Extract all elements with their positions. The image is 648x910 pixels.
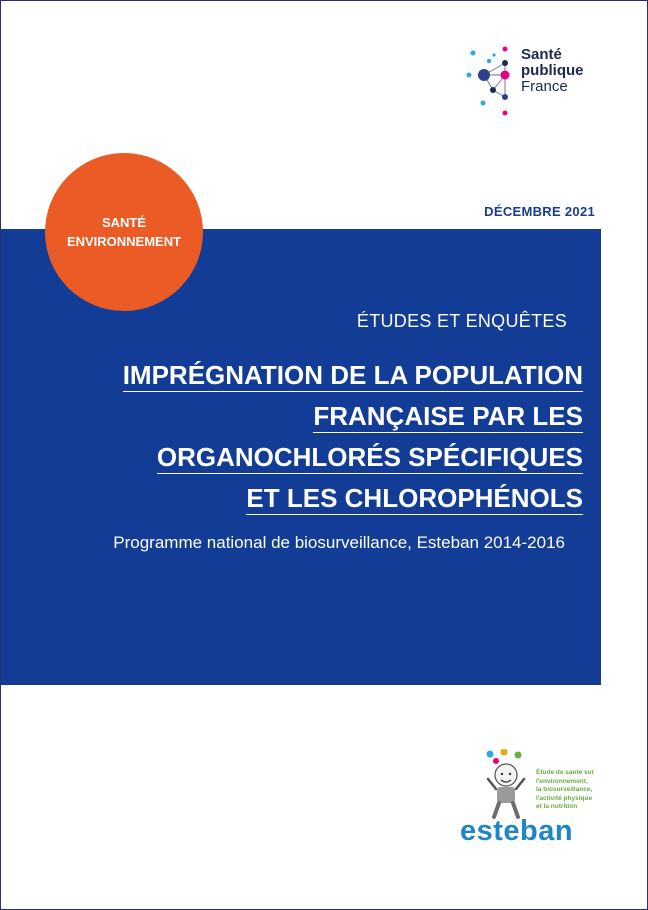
esteban-desc-line-4: l'activité physique [536,794,593,802]
publication-date: DÉCEMBRE 2021 [484,204,595,219]
esteban-logo [456,749,606,849]
esteban-desc-line-1: Étude de santé sur [536,769,595,776]
publisher-line-1: Santé [521,46,562,63]
esteban-desc-line-5: et la nutrition [536,803,578,810]
title-line-2: FRANÇAISE PAR LES [313,401,583,431]
publisher-line-2: publique [521,62,584,79]
publisher-line-3: France [521,78,568,95]
sante-publique-france-logo [464,41,614,121]
report-subtitle: Programme national de biosurveillance, Esteban 2014-2016 [113,533,565,552]
title-line-4: ET LES CHLOROPHÉNOLS [246,483,583,513]
juggling-child-icon [476,749,532,821]
esteban-desc-line-3: la biosurveillance, [536,786,593,793]
title-line-1: IMPRÉGNATION DE LA POPULATION [122,360,583,390]
theme-badge [45,153,203,311]
report-title [63,357,583,521]
esteban-description [536,769,606,812]
report-category: ÉTUDES ET ENQUÊTES [356,311,567,331]
theme-badge-line-2: ENVIRONNEMENT [66,234,182,249]
esteban-wordmark: esteban [460,815,574,847]
esteban-desc-line-2: l'environnement, [536,777,588,785]
title-line-3: ORGANOCHLORÉS SPÉCIFIQUES [156,442,583,472]
network-dots-icon [464,41,520,117]
theme-badge-line-1: SANTÉ [101,215,147,230]
